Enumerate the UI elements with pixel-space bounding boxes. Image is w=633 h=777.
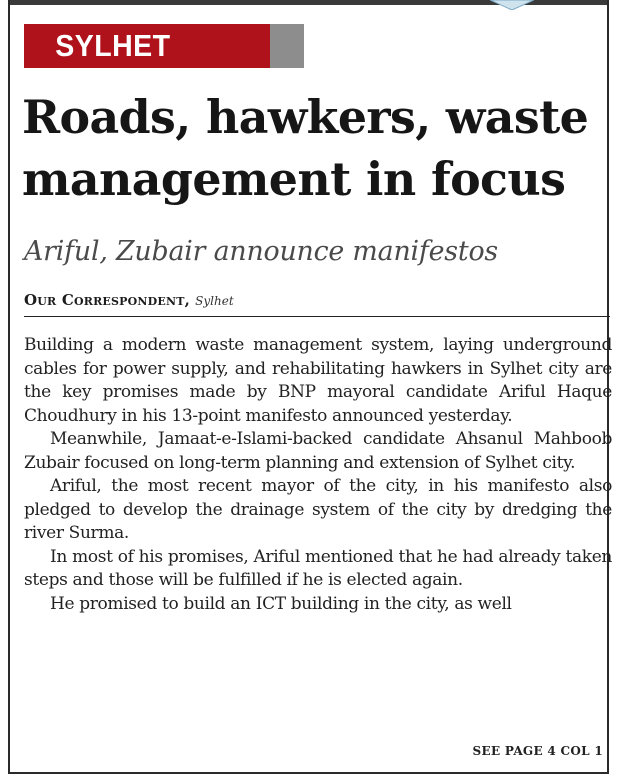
article-paragraph: Ariful, the most recent mayor of the city, in his manifesto also pledged to develop the drainage system of the city by dredging the river Surma. [24, 476, 612, 543]
article-paragraph: Meanwhile, Jamaat-e-Islami-backed candidate Ahsanul Mahboob Zubair focused on long-term planning and extension of Sylhet city. [24, 429, 612, 473]
section-tag-label-box [24, 24, 270, 68]
byline [24, 290, 610, 317]
headline [22, 86, 612, 210]
kicker-subheadline: Ariful, Zubair announce manifestos [24, 236, 498, 267]
section-tag-accent-block [270, 24, 304, 68]
headline-line-2: management in focus [22, 152, 566, 206]
byline-place: Sylhet [195, 294, 234, 308]
headline-line-1: Roads, hawkers, waste [22, 90, 589, 144]
article-paragraph: Building a modern waste management system, laying underground cables for power supply, and rehabilitating hawkers in Sylhet city are the key promises made by BNP mayoral candidate Ariful Haque Choudhury in his 13-point manifesto announced yesterday. [24, 335, 612, 426]
article-paragraph: He promised to build an ICT building in the city, as well [50, 593, 512, 614]
section-tag-label: SYLHET [55, 28, 171, 63]
article-paragraph: In most of his promises, Ariful mentioned that he had already taken steps and those will be fulfilled if he is elected again. [24, 546, 612, 590]
section-tag [24, 24, 304, 68]
article-body [24, 334, 612, 616]
byline-author: Our Correspondent, [24, 291, 191, 309]
continued-on-page-link[interactable]: SEE PAGE 4 COL 1 [472, 744, 603, 758]
